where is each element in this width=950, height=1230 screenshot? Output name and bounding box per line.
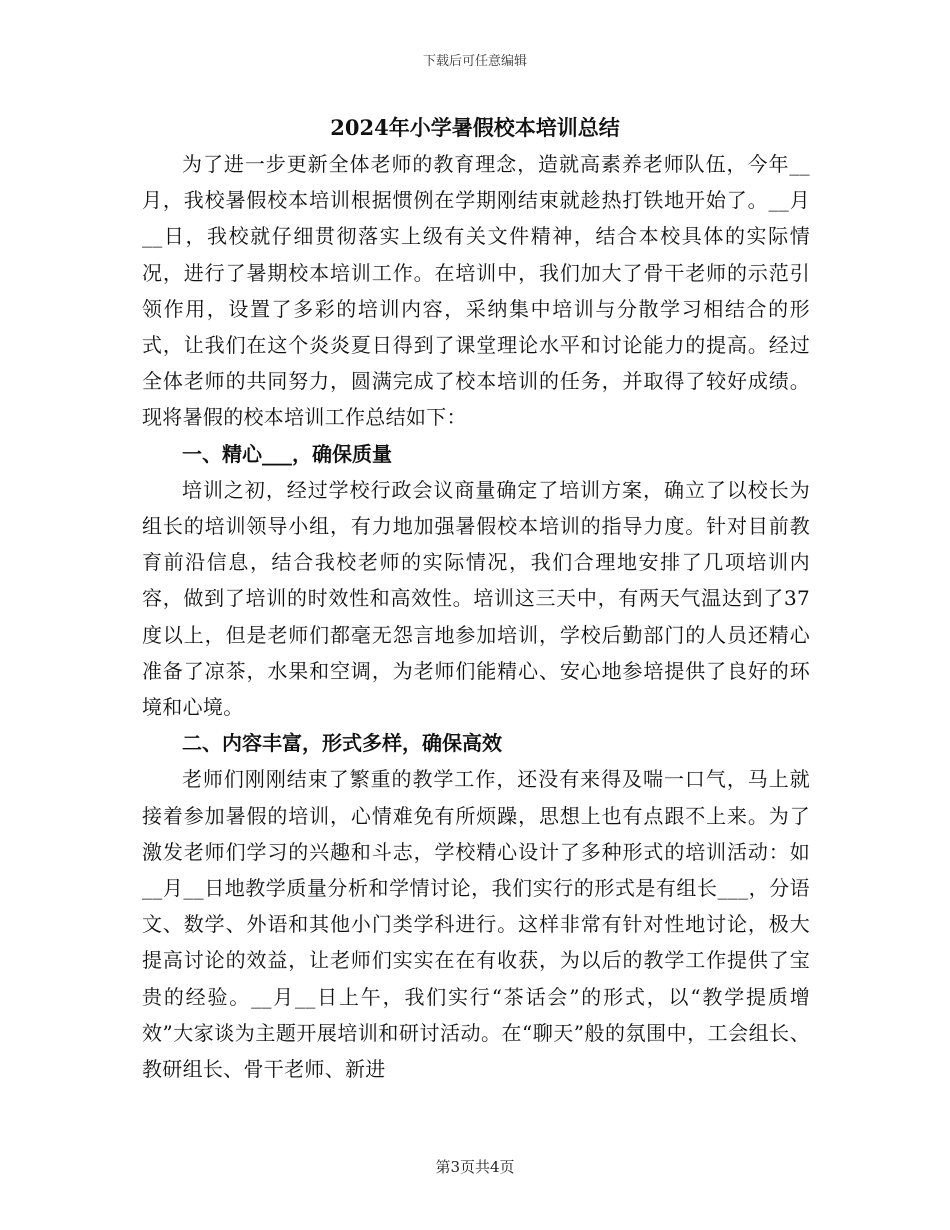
- document-body: [142, 146, 810, 1087]
- section-1-paragraph: 培训之初，经过学校行政会议商量确定了培训方案，确立了以校长为组长的培训领导小组，有力地加强暑假校本培训的指导力度。针对目前教育前沿信息，结合我校老师的实际情况，我们合理地安排了几项培训内容，做到了培训的时效性和高效性。培训这三天中，有两天气温达到了37度以上，但是老师们都毫无怨言地参加培训，学校后勤部门的人员还精心准备了凉茶，水果和空调，为老师们能精心、安心地参培提供了良好的环境和心境。: [142, 477, 810, 720]
- section-2-paragraph: 老师们刚刚结束了繁重的教学工作，还没有来得及喘一口气，马上就接着参加暑假的培训，心情难免有所烦躁，思想上也有点跟不上来。为了激发老师们学习的兴趣和斗志，学校精心设计了多种形式的培训活动：如__月__日地教学质量分析和学情讨论，我们实行的形式是有组长___，分语文、数学、外语和其他小门类学科进行。这样非常有针对性地讨论，极大提高讨论的效益，让老师们实实在在有收获，为以后的教学工作提供了宝贵的经验。__月__日上午，我们实行“茶话会”的形式，以“教学提质增效”大家谈为主题开展培训和研讨活动。在“聊天”般的氛围中，工会组长、教研组长、骨干老师、新进: [142, 767, 810, 1082]
- section-2-heading: 二、内容丰富，形式多样，确保高效: [182, 731, 502, 756]
- intro-paragraph: 为了进一步更新全体老师的教育理念，造就高素养老师队伍，今年__月，我校暑假校本培训根据惯例在学期刚结束就趁热打铁地开始了。__月__日，我校就仔细贯彻落实上级有关文件精神，结合本校具体的实际情况，进行了暑期校本培训工作。在培训中，我们加大了骨干老师的示范引领作用，设置了多彩的培训内容，采纳集中培训与分散学习相结合的形式，让我们在这个炎炎夏日得到了课堂理论水平和讨论能力的提高。经过全体老师的共同努力，圆满完成了校本培训的任务，并取得了较好成绩。现将暑假的校本培训工作总结如下：: [142, 152, 810, 430]
- section-1-heading: 一、精心___，确保质量: [182, 441, 392, 466]
- page-header-note: 下载后可任意编辑: [422, 54, 527, 69]
- document-title: 2024年小学暑假校本培训总结: [330, 115, 620, 140]
- page-number: 第3页共4页: [435, 1158, 515, 1176]
